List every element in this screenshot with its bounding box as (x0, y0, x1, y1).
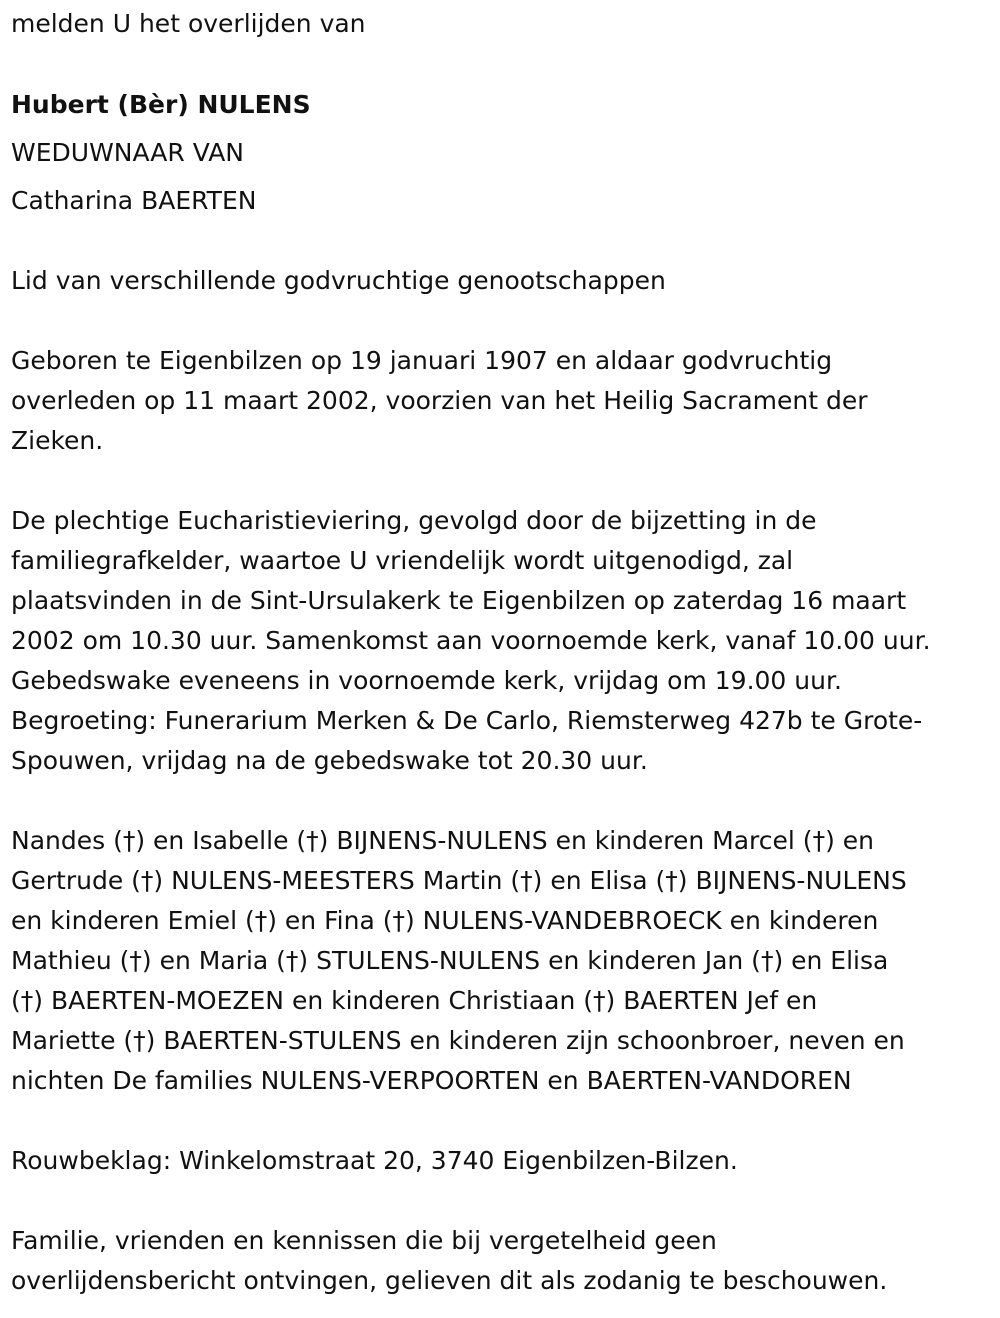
service-paragraph (11, 501, 931, 781)
birth-death-paragraph (11, 341, 868, 461)
family-line: Gertrude (†) NULENS-MEESTERS Martin (†) en Elisa (†) BIJNENS-NULENS (11, 866, 907, 895)
service-line: Gebedswake eveneens in voornoemde kerk, vrijdag om 19.00 uur. (11, 666, 842, 695)
service-line: De plechtige Eucharistieviering, gevolgd door de bijzetting in de (11, 506, 817, 535)
family-line: Mathieu (†) en Maria (†) STULENS-NULENS en kinderen Jan (†) en Elisa (11, 946, 889, 975)
birth-death-line: Geboren te Eigenbilzen op 19 januari 1907 en aldaar godvruchtig (11, 346, 833, 375)
condolence-paragraph (11, 1141, 738, 1181)
service-line: Begroeting: Funerarium Merken & De Carlo, Riemsterweg 427b te Grote- (11, 706, 923, 735)
service-line: Spouwen, vrijdag na de gebedswake tot 20.30 uur. (11, 746, 648, 775)
family-paragraph (11, 821, 907, 1101)
family-line: Nandes (†) en Isabelle (†) BIJNENS-NULENS en kinderen Marcel (†) en (11, 826, 874, 855)
service-line: 2002 om 10.30 uur. Samenkomst aan voornoemde kerk, vanaf 10.00 uur. (11, 626, 931, 655)
widow-label: WEDUWNAAR VAN (11, 138, 245, 167)
membership-text: Lid van verschillende godvruchtige genootschappen (11, 266, 666, 295)
birth-death-line: Zieken. (11, 426, 104, 455)
service-line: familiegrafkelder, waartoe U vriendelijk wordt uitgenodigd, zal (11, 546, 794, 575)
intro-text: melden U het overlijden van (11, 9, 366, 38)
condolence-address: Rouwbeklag: Winkelomstraat 20, 3740 Eigenbilzen-Bilzen. (11, 1146, 738, 1175)
birth-death-line: overleden op 11 maart 2002, voorzien van het Heilig Sacrament der (11, 386, 868, 415)
notice-line: overlijdensbericht ontvingen, gelieven dit als zodanig te beschouwen. (11, 1266, 888, 1295)
notice-line: Familie, vrienden en kennissen die bij vergetelheid geen (11, 1226, 717, 1255)
deceased-name: Hubert (Bèr) NULENS (11, 90, 311, 119)
family-line: en kinderen Emiel (†) en Fina (†) NULENS-VANDEBROECK en kinderen (11, 906, 879, 935)
notice-paragraph (11, 1221, 887, 1301)
family-line: (†) BAERTEN-MOEZEN en kinderen Christiaan (†) BAERTEN Jef en (11, 986, 818, 1015)
spouse-name: Catharina BAERTEN (11, 186, 257, 215)
family-line: Mariette (†) BAERTEN-STULENS en kinderen zijn schoonbroer, neven en (11, 1026, 905, 1055)
service-line: plaatsvinden in de Sint-Ursulakerk te Eigenbilzen op zaterdag 16 maart (11, 586, 907, 615)
family-line: nichten De families NULENS-VERPOORTEN en BAERTEN-VANDOREN (11, 1066, 852, 1095)
